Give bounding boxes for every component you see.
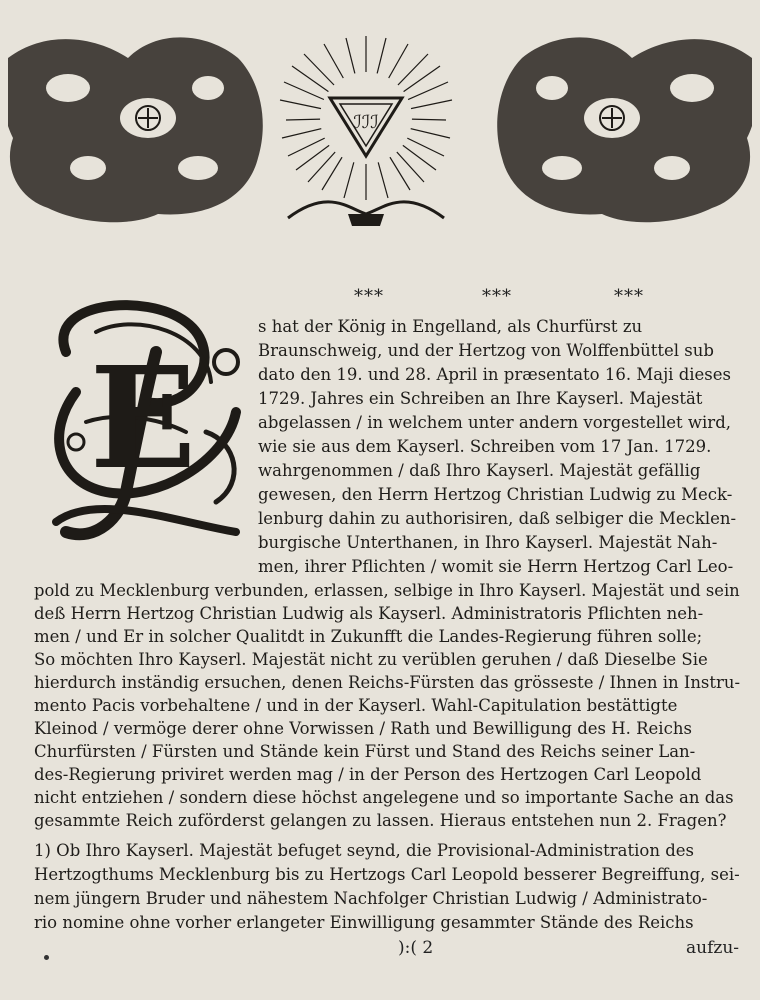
- asterism-2: ***: [482, 286, 512, 307]
- text-line-15: So möchten Ihro Kayserl. Majestät nicht zu verüblen geruhen / daß Dieselbe Sie: [34, 650, 708, 669]
- text-line-5: abgelassen / in welchem unter andern vorgestellet wird,: [258, 413, 732, 432]
- text-line-21: nicht entziehen / sondern diese höchst angelegene und so importante Sache an das: [34, 788, 734, 807]
- text-line-17: mento Pacis vorbehaltene / und in der Kayserl. Wahl-Capitulation bestättigte: [34, 696, 678, 715]
- svg-text:ℐℐℐ: ℐℐℐ: [353, 112, 379, 133]
- asterism-3: ***: [614, 286, 644, 307]
- text-line-9: lenburg dahin zu authorisiren, daß selbiger die Mecklen-: [258, 509, 737, 528]
- text-line-8: gewesen, den Herrn Hertzog Christian Ludwig zu Meck-: [258, 485, 733, 504]
- text-line-13: deß Herrn Hertzog Christian Ludwig als Kayserl. Administratoris Pflichten neh-: [34, 604, 704, 623]
- ink-dot: [44, 955, 49, 960]
- text-line-4: 1729. Jahres ein Schreiben an Ihre Kayserl. Majestät: [258, 389, 703, 408]
- text-line-19: Churfürsten / Fürsten und Stände kein Fürst und Stand des Reichs seiner Lan-: [34, 742, 696, 761]
- initial-letter-glyph: E: [89, 337, 197, 501]
- text-line-25: nem jüngern Bruder und nähestem Nachfolger Christian Ludwig / Administrato-: [34, 889, 708, 908]
- woodcut-headpiece-ornament: [8, 18, 752, 230]
- text-line-6: wie sie aus dem Kayserl. Schreiben vom 17 Jan. 1729.: [258, 437, 712, 456]
- text-line-26: rio nomine ohne vorher erlangeter Einwilligung gesammter Stände des Reichs: [34, 913, 694, 932]
- text-line-11: men, ihrer Pflichten / womit sie Herrn Hertzog Carl Leo-: [258, 557, 734, 576]
- text-line-3: dato den 19. und 28. April in præsentato 16. Maji dieses: [258, 365, 732, 384]
- text-line-2: Braunschweig, und der Hertzog von Wolffenbüttel sub: [258, 341, 714, 360]
- text-line-20: des-Regierung priviret werden mag / in der Person des Hertzogen Carl Leopold: [34, 765, 702, 784]
- text-line-22: gesammte Reich zuförderst gelangen zu lassen. Hieraus entstehen nun 2. Fragen?: [34, 811, 727, 830]
- text-line-12: pold zu Mecklenburg verbunden, erlassen, selbige in Ihro Kayserl. Majestät und sein: [34, 581, 740, 600]
- decorated-initial-letter: [36, 292, 250, 562]
- text-line-23: 1) Ob Ihro Kayserl. Majestät befuget seynd, die Provisional-Administration des: [34, 841, 695, 860]
- text-line-7: wahrgenommen / daß Ihro Kayserl. Majestät gefällig: [258, 461, 701, 480]
- text-line-16: hierdurch inständig ersuchen, denen Reichs-Fürsten das grösseste / Ihnen in Instru-: [34, 673, 741, 692]
- text-line-10: burgische Unterthanen, in Ihro Kayserl. Majestät Nah-: [258, 533, 718, 552]
- asterism-1: ***: [354, 286, 384, 307]
- text-line-18: Kleinod / vermöge derer ohne Vorwissen / Rath und Bewilligung des H. Reichs: [34, 719, 692, 738]
- text-line-14: men / und Er in solcher Qualitdt in Zukunfft die Landes-Regierung führen solle;: [34, 627, 703, 646]
- catchword: aufzu-: [686, 938, 740, 958]
- signature-mark: ):( 2: [398, 938, 434, 958]
- text-line-24: Hertzogthums Mecklenburg bis zu Hertzogs Carl Leopold besserer Begreiffung, sei-: [34, 865, 740, 884]
- text-line-1: s hat der König in Engelland, als Churfürst zu: [258, 317, 643, 336]
